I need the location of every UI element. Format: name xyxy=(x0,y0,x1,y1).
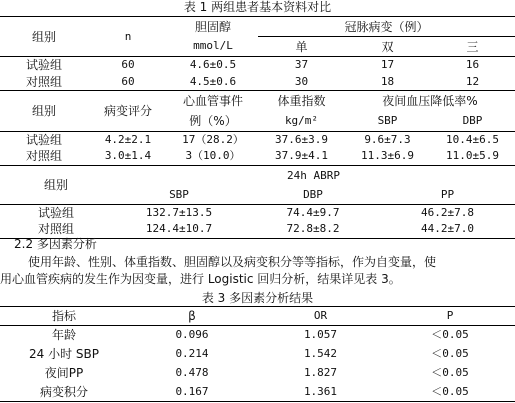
t1b-row2-sbp: 11.3±6.9 xyxy=(361,149,414,163)
t1-header-double: 双 xyxy=(345,37,430,57)
table-row xyxy=(0,74,515,91)
t1-header-triple: 三 xyxy=(430,37,515,57)
t1-header-group: 组别 xyxy=(0,17,88,57)
t1-row1-chol: 4.6±0.5 xyxy=(189,58,237,72)
t3-header-beta: β xyxy=(188,309,196,323)
t1b-header-night: 夜间血压降低率% xyxy=(382,94,478,108)
table-row xyxy=(0,326,515,345)
t1-row2-n: 60 xyxy=(121,74,135,88)
table-row xyxy=(0,383,515,402)
table-row xyxy=(0,148,515,165)
t1-row1-group: 试验组 xyxy=(25,58,62,73)
t1b-row1-sbp: 9.6±7.3 xyxy=(364,132,411,146)
table-row xyxy=(0,131,515,148)
t1-row1-triple: 16 xyxy=(465,58,480,72)
t1b-header-weight: 体重指数 xyxy=(277,94,326,108)
t1b-row1-dbp: 10.4±6.5 xyxy=(446,132,499,146)
t1-header-chol: 胆固醇 xyxy=(194,19,231,34)
t1c-header-abrp: 24h ABRP xyxy=(287,169,340,182)
t1b-row1-weight: 37.6±3.9 xyxy=(275,132,328,146)
section-heading: 2.2 多因素分析 xyxy=(14,237,97,251)
t1-header-chol-unit: mmol/L xyxy=(168,37,258,57)
t3-row4-or: 1.361 xyxy=(303,384,338,398)
t1b-row1-score: 4.2±2.1 xyxy=(104,132,152,146)
t3-row3-or: 1.827 xyxy=(303,366,338,379)
table-row xyxy=(0,345,515,364)
t1b-header-events: 心血管事件 xyxy=(182,94,243,108)
t1c-row2-group: 对照组 xyxy=(37,222,74,237)
t1b-row2-weight: 37.9±4.1 xyxy=(275,149,328,163)
table-row xyxy=(0,57,515,74)
t1b-header-events-unit: 例（%） xyxy=(168,111,258,131)
t3-row2-indicator: 24 小时 SBP xyxy=(29,347,99,361)
t1c-row1-group: 试验组 xyxy=(37,205,74,220)
t1-row1-single: 37 xyxy=(294,58,309,72)
t1b-row1-group: 试验组 xyxy=(25,132,62,147)
table1-block-b xyxy=(0,91,515,166)
t1c-header-group: 组别 xyxy=(0,166,112,204)
t1b-header-sbp: SBP xyxy=(345,111,430,131)
t1b-header-weight-unit: kg/m² xyxy=(258,111,345,131)
table3 xyxy=(0,306,515,402)
t3-row3-p: ＜0.05 xyxy=(431,366,469,379)
t3-row2-beta: 0.214 xyxy=(175,347,209,360)
body-line-1: 使用年龄、性别、体重指数、胆固醇以及病变积分等等指标，作为自变量，使 xyxy=(28,255,437,269)
t1c-header-dbp: DBP xyxy=(246,186,380,204)
t1-row2-single: 30 xyxy=(294,74,309,88)
t1c-row1-dbp: 74.4±9.7 xyxy=(286,205,340,219)
t1-header-single: 单 xyxy=(258,37,345,57)
t1b-row2-dbp: 11.0±5.9 xyxy=(446,149,499,163)
t1b-row2-group: 对照组 xyxy=(25,149,62,164)
table-row xyxy=(0,204,515,221)
t1c-row2-pp: 44.2±7.0 xyxy=(421,222,474,236)
t1-row1-double: 17 xyxy=(380,58,395,72)
t1c-row1-pp: 46.2±7.8 xyxy=(421,205,474,219)
t1c-row2-dbp: 72.8±8.2 xyxy=(286,222,340,236)
t1c-row2-sbp: 124.4±10.7 xyxy=(145,222,213,236)
t3-row1-beta: 0.096 xyxy=(175,328,209,342)
t3-row4-p: ＜0.05 xyxy=(431,384,469,398)
t1b-header-group: 组别 xyxy=(0,91,88,131)
t3-row1-or: 1.057 xyxy=(303,328,338,342)
t3-row4-indicator: 病变积分 xyxy=(39,384,88,399)
t1c-header-pp: PP xyxy=(380,186,515,204)
t1b-row1-events: 17（28.2） xyxy=(182,132,244,146)
t1b-header-dbp: DBP xyxy=(430,111,515,131)
t3-row3-indicator: 夜间PP xyxy=(44,366,84,380)
t1-row2-chol: 4.5±0.6 xyxy=(189,74,237,88)
table3-caption: 表 3 多因素分析结果 xyxy=(201,291,314,305)
t3-header-indicator: 指标 xyxy=(51,309,76,323)
t1-header-cad: 冠脉病变（例） xyxy=(258,17,515,37)
t1-row2-group: 对照组 xyxy=(25,74,62,89)
t3-row2-p: ＜0.05 xyxy=(431,347,469,360)
t3-header-p: P xyxy=(446,309,454,322)
t3-row3-beta: 0.478 xyxy=(175,366,209,379)
t1c-header-sbp: SBP xyxy=(112,186,246,204)
table1-caption: 表 1 两组患者基本资料对比 xyxy=(183,0,332,14)
table1-block-a xyxy=(0,16,515,91)
t1-header-n: n xyxy=(88,17,168,57)
t3-row2-or: 1.542 xyxy=(303,347,338,360)
table-row xyxy=(0,364,515,383)
t1b-header-score: 病变评分 xyxy=(88,91,168,131)
t3-row1-p: ＜0.05 xyxy=(431,328,469,342)
t1c-row1-sbp: 132.7±13.5 xyxy=(145,205,213,219)
t1b-row2-score: 3.0±1.4 xyxy=(104,149,152,163)
t1-row1-n: 60 xyxy=(121,58,135,72)
t3-row4-beta: 0.167 xyxy=(175,384,209,398)
t1-row2-triple: 12 xyxy=(465,74,480,88)
body-line-2: 用心血管疾病的发生作为因变量，进行 Logistic 回归分析，结果详见表 3。 xyxy=(0,272,401,286)
t3-header-or: OR xyxy=(313,309,328,322)
t1b-row2-events: 3（10.0） xyxy=(185,149,241,163)
t3-row1-indicator: 年龄 xyxy=(51,328,76,343)
t1-row2-double: 18 xyxy=(380,74,395,88)
table1-block-c xyxy=(0,166,515,239)
